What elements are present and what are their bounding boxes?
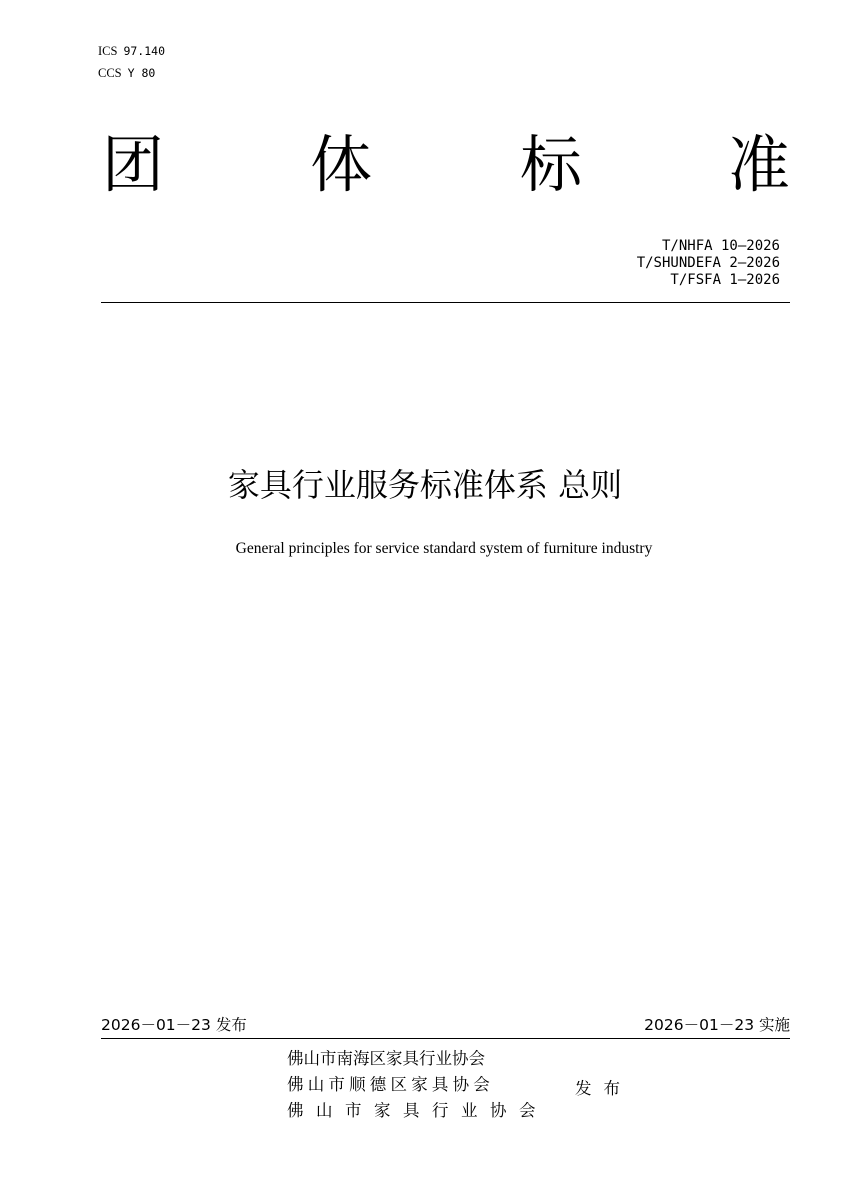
ccs-code: Y 80 [127,66,156,80]
publisher-name: 佛山市南海区家具行业协会 [287,1049,485,1068]
ccs-line [98,62,165,84]
ics-label: ICS [98,44,118,58]
classification-codes [98,40,165,84]
publisher-list [287,1046,548,1124]
doc-type-char: 团 [102,128,165,201]
doc-type-char: 标 [520,128,583,201]
standard-numbers [637,238,780,289]
standard-number: T/NHFA 10—2026 [661,238,780,254]
document-type-heading [102,128,790,202]
document-title-chinese: 家具行业服务标准体系 总则 [227,466,623,504]
issue-label: 发布 [575,1079,632,1098]
implement-date: 2026－01－23 实施 [644,1016,790,1034]
ccs-label: CCS [98,66,122,80]
document-title-english: General principles for service standard system of furniture industry [235,540,653,557]
publisher-name: 佛山市顺德区家具协会 [287,1075,494,1094]
ics-code: 97.140 [123,44,165,58]
doc-type-char: 体 [310,128,373,201]
ics-line [98,40,165,62]
publish-date: 2026－01－23 发布 [101,1016,247,1034]
header-divider [101,302,790,303]
standard-number: T/FSFA 1—2026 [670,272,780,288]
publisher-name: 佛山市家具行业协会 [287,1101,548,1120]
footer-divider [101,1038,790,1039]
standard-number: T/SHUNDEFA 2—2026 [636,255,780,271]
doc-type-char: 准 [728,128,791,201]
